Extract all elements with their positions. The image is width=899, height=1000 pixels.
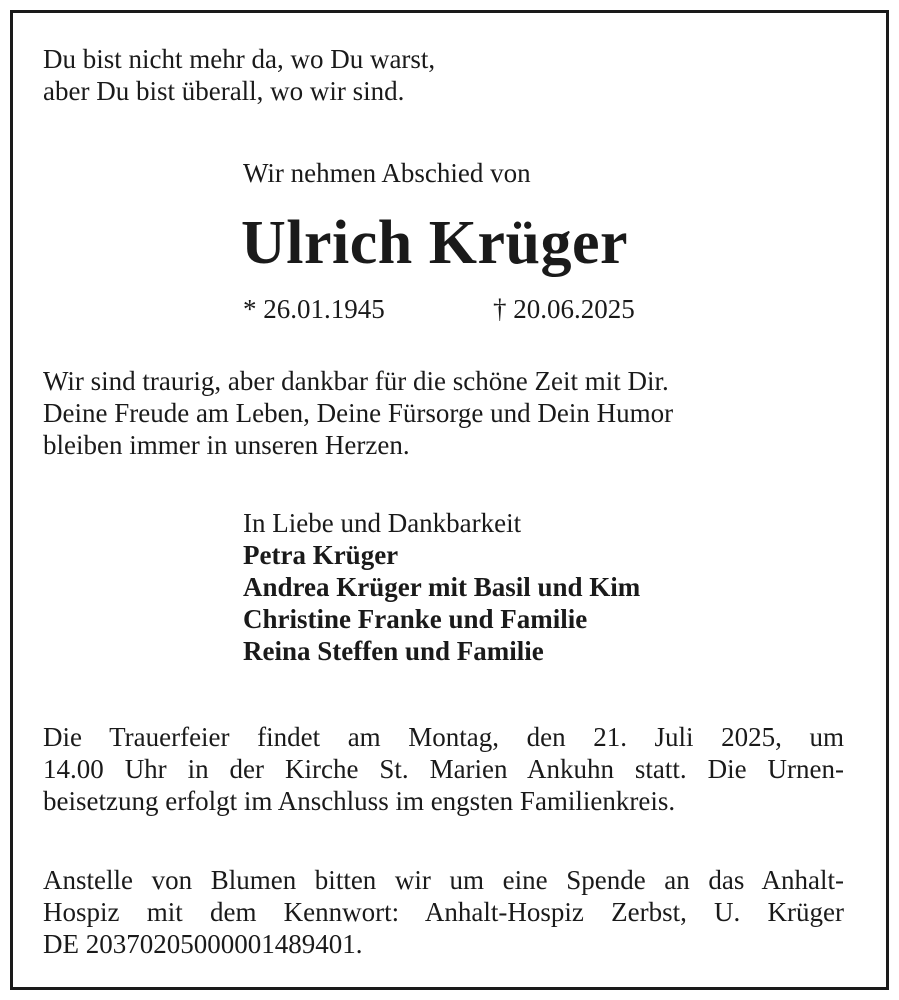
death-date: † 20.06.2025 bbox=[493, 294, 635, 324]
message-line-2: Deine Freude am Leben, Deine Fürsorge und Dein Humor bbox=[43, 398, 674, 428]
donation-info bbox=[43, 864, 844, 960]
service-line-3: beisetzung erfolgt im Anschluss im engsten Familienkreis. bbox=[43, 786, 676, 816]
signers-block bbox=[243, 507, 640, 667]
verse-line-1: Du bist nicht mehr da, wo Du warst, bbox=[43, 44, 436, 74]
signer-name: Andrea Krüger mit Basil und Kim bbox=[243, 572, 641, 602]
birth-date: * 26.01.1945 bbox=[243, 294, 385, 324]
verse-line-2: aber Du bist überall, wo wir sind. bbox=[43, 76, 405, 106]
farewell-intro: Wir nehmen Abschied von bbox=[243, 158, 531, 188]
message-line-1: Wir sind traurig, aber dankbar für die schöne Zeit mit Dir. bbox=[43, 366, 669, 396]
deceased-name: Ulrich Krüger bbox=[241, 209, 629, 277]
signer-name: Christine Franke und Familie bbox=[243, 604, 588, 634]
donation-line-1: Anstelle von Blumen bitten wir um eine Spende an das Anhalt- bbox=[43, 865, 844, 895]
signer-name: Petra Krüger bbox=[243, 540, 399, 570]
funeral-service-info bbox=[43, 721, 844, 817]
service-line-1: Die Trauerfeier findet am Montag, den 21. Juli 2025, um bbox=[43, 722, 844, 752]
service-line-2: 14.00 Uhr in der Kirche St. Marien Ankuhn statt. Die Urnen- bbox=[43, 754, 844, 784]
message-line-3: bleiben immer in unseren Herzen. bbox=[43, 430, 410, 460]
opening-verse bbox=[43, 43, 435, 107]
life-dates bbox=[243, 293, 635, 325]
donation-line-3: DE 20370205000001489401. bbox=[43, 929, 363, 959]
signer-name: Reina Steffen und Familie bbox=[243, 636, 544, 666]
condolence-message bbox=[43, 365, 673, 461]
obituary-frame bbox=[10, 10, 889, 990]
signers-heading: In Liebe und Dankbarkeit bbox=[243, 508, 522, 538]
donation-line-2: Hospiz mit dem Kennwort: Anhalt-Hospiz Zerbst, U. Krüger bbox=[43, 897, 844, 927]
